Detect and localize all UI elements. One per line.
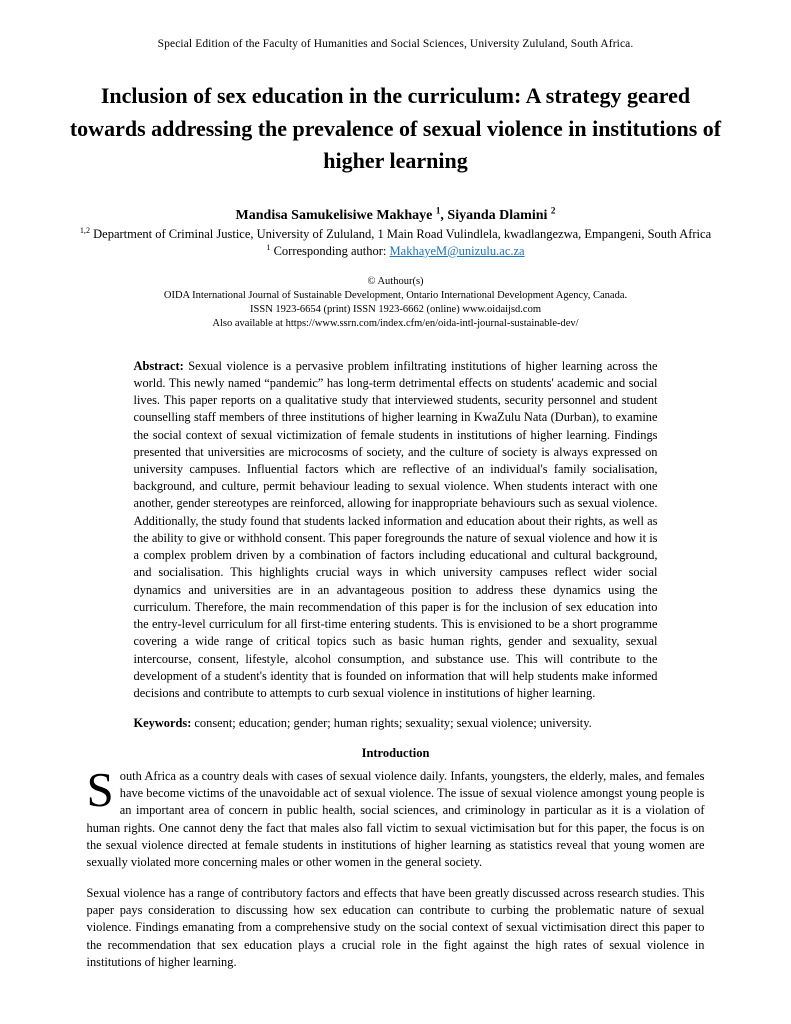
journal-name-line: OIDA International Journal of Sustainable Development, Ontario International Development Agency, Canada. xyxy=(163,290,628,302)
keywords-text: consent; education; gender; human rights; sexuality; sexual violence; university. xyxy=(191,716,592,731)
keywords-label: Keywords: xyxy=(133,716,192,731)
author-2-superscript: 2 xyxy=(550,204,556,215)
abstract xyxy=(134,358,658,703)
keywords xyxy=(134,715,658,732)
availability-line: Also available at https://www.ssrn.com/index.cfm/en/oida-intl-journal-sustainable-dev/ xyxy=(212,318,579,330)
copyright-line: © Authour(s) xyxy=(367,275,424,287)
issn-line: ISSN 1923-6654 (print) ISSN 1923-6662 (online) www.oidaijsd.com xyxy=(250,304,541,316)
authors-line xyxy=(0,204,791,224)
abstract-label: Abstract: xyxy=(133,358,184,373)
introduction-paragraph-1 xyxy=(86,761,705,872)
corresponding-author-line xyxy=(0,244,791,259)
corresponding-superscript: 1 xyxy=(266,242,271,252)
introduction-paragraph-2: Sexual violence has a range of contributory factors and effects that have been greatly discussed across research studies. This paper pays consideration to discussing how sex education can contribute to curbing the problematic nature of sexual violence. Findings emanating from a comprehensive study on the social context of sexual victimisation direct this paper to the recommendation that sex education plays a crucial role in the fight against the high rates of sexual violence in institutions of higher learning. xyxy=(86,885,705,970)
corresponding-email-link[interactable]: MakhayeM@unizulu.ac.za xyxy=(389,243,525,258)
author-1: Mandisa Samukelisiwe Makhaye xyxy=(235,207,436,223)
imprint-block xyxy=(0,275,791,332)
journal-header: Special Edition of the Faculty of Humanities and Social Sciences, University Zululand, South Africa. xyxy=(157,38,634,50)
paper-title: Inclusion of sex education in the curriculum: A strategy geared towards addressing the prevalence of sexual violence in institutions of higher learning xyxy=(69,83,722,174)
abstract-text: Sexual violence is a pervasive problem infiltrating institutions of higher learning across the world. This newly named “pandemic” has long-term detrimental effects on students' academic and social lives. This paper reports on a qualitative study that interviewed students, security personnel and student counselling staff members of three institutions of higher learning in KwaZulu Nata (Durban), to examine the social context of sexual victimization of female students in institutions of higher learning. Findings presented that universities are microcosms of society, and the culture of society is always expressed on university campuses. Influential factors which are reflective of an individual's family socialisation, background, and culture, permit behaviour leading to sexual violence. When students interact with one another, gender stereotypes are reinforced, allowing for inappropriate behaviours such as sexual violence. Additionally, the study found that students lacked information and education about their rights, as well as the ability to give or withhold consent. This paper foregrounds the nature of sexual violence and how it is a complex problem driven by a combination of factors including educational and cultural background, and socialisation. This highlights crucial ways in which university campuses reflect wider social dynamics and universities are in an advantageous position to address these dynamics using the curriculum. Therefore, the main recommendation of this paper is for the inclusion of sex education into the entry-level curriculum for all first-time entering students. This is envisioned to be a short programme covering a wide range of critical topics such as basic human rights, gender and sexuality, sexual intercourse, consent, lifestyle, alcohol consumption, and substance use. This will contribute to the development of a student's identity that is founded on information that will help students make informed decisions and contribute to attempts to curb sexual violence in institutions of higher learning. xyxy=(133,358,658,701)
affiliation-text: Department of Criminal Justice, University of Zululand, 1 Main Road Vulindlela, kwadlangezwa, Empangeni, South Africa xyxy=(90,226,712,241)
author-2: , Siyanda Dlamini xyxy=(440,207,551,223)
affiliation xyxy=(76,226,716,242)
dropcap-letter: S xyxy=(86,761,114,817)
introduction-heading: Introduction xyxy=(361,745,430,760)
introduction-paragraph-1-text: outh Africa as a country deals with cases of sexual violence daily. Infants, youngsters, the elderly, males, and females have become victims of the unavoidable act of sexual violence. The issue of sexual violence amongst young people is an important area of concern in public health, social sciences, and criminology in particular as it is a violation of human rights. One cannot deny the fact that males also fall victim to sexual victimisation but for this paper, the focus is on the sexual violence directed at female students in institutions of higher learning as statistics reveal that young women are sexually violated more concerning males or other women in the general society. xyxy=(86,768,705,870)
affiliation-superscript: 1,2 xyxy=(79,225,91,235)
corresponding-label: Corresponding author: xyxy=(270,243,390,258)
author-1-superscript: 1 xyxy=(435,204,441,215)
